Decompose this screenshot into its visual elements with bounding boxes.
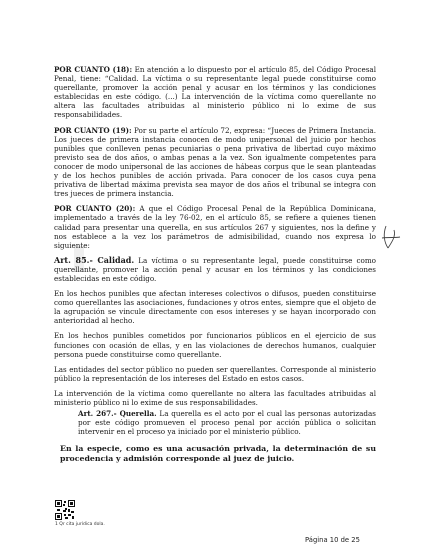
paragraph-lead: POR CUANTO (18): — [54, 65, 133, 74]
quote-paragraph-public-sector: Las entidades del sector público no pueden ser querellantes. Corresponde al ministerio público la representación de los intereses del Estado en estos casos. — [54, 364, 376, 383]
page-number: Página 10 de 25 — [305, 536, 360, 544]
article-267-lead: Art. 267.- Querella. — [78, 409, 157, 419]
handwritten-initial-mark — [380, 222, 402, 252]
paragraph-lead: POR CUANTO (20): — [54, 204, 136, 214]
quote-paragraph-officials: En los hechos punibles cometidos por funcionarios públicos en el ejercicio de sus funciones con ocasión de ellas, y en las violaciones de derechos humanos, cualquier persona puede constituirse como querellante. — [54, 331, 376, 359]
paragraph-text: En atención a lo dispuesto por el artículo 85, del Código Procesal Penal, tiene: “Calidad. La víctima o su representante legal puede constituirse como querellante, promover la acción penal y acusar en los términos y las condiciones establecidas en este código. (...) La intervención de la víctima como querellante no altera las facultades atribuidas al ministerio público ni lo exime de sus responsabilidades. — [54, 65, 376, 120]
article-85-quote — [54, 256, 376, 283]
paragraph-por-cuanto-20 — [54, 204, 376, 249]
article-85-text: La víctima o su representante legal, puede constituirse como querellante, promover la acción penal y acusar en los términos y las condiciones establecidas en este código. — [54, 255, 377, 283]
paragraph-por-cuanto-19 — [54, 126, 376, 199]
quote-paragraph-collective: En los hechos punibles que afectan intereses colectivos o difusos, pueden constituirse como querellantes las asociaciones, fundaciones y otros entes, siempre que el objeto de la agrupación se vincule directamente con esos intereses y se hayan incorporado con anterioridad al hecho. — [54, 289, 376, 326]
conclusion-paragraph: En la especie, como es una acusación privada, la determinación de su procedencia y admisión corresponde al juez de juicio. — [60, 444, 376, 464]
article-85-lead: Art. 85.- Calidad. — [54, 254, 135, 265]
paragraph-text: Por su parte el artículo 72, expresa: “Jueces de Primera Instancia. Los jueces de primera instancia conocen de modo unipersonal del juicio por hechos punibles que conlleven penas pecuniarias o pena privativa de libertad cuyo máximo previsto sea de dos años, o ambas penas a la vez. Son igualmente competentes para conocer de modo unipersonal de las acciones de hábeas corpus que le sean planteadas y de los hechos punibles de acción privada. Para conocer de los casos cuya pena privativa de libertad máxima prevista sea mayor de dos años el tribunal se integra con tres jueces de primera instancia. — [54, 125, 377, 199]
qr-code-icon — [55, 500, 75, 520]
paragraph-text: A que el Código Procesal Penal de la República Dominicana, implementado a través de la ley 76-02, en el artículo 85, se refiere a quienes tienen calidad para presentar una querella, en sus artículos 267 y siguientes, nos la define y nos establece a la vez los parámetros de admisibilidad, cuando nos expresa lo siguiente: — [54, 204, 376, 250]
document-body — [54, 65, 376, 472]
article-267-quote — [54, 409, 376, 436]
quote-paragraph-intervention: La intervención de la víctima como querellante no altera las facultades atribuidas al ministerio público ni lo exime de sus responsabilidades. — [54, 388, 376, 407]
scan-mark — [74, 246, 84, 272]
qr-caption: 1 Qr cita jurídica dola. — [55, 522, 105, 527]
paragraph-por-cuanto-18 — [54, 65, 376, 120]
article-267-text: La querella es el acto por el cual las personas autorizadas por este código promueven el proceso penal por acción pública o solicitan intervenir en el proceso ya iniciado por el ministerio público. — [78, 409, 376, 437]
paragraph-lead: POR CUANTO (19): — [54, 125, 132, 135]
